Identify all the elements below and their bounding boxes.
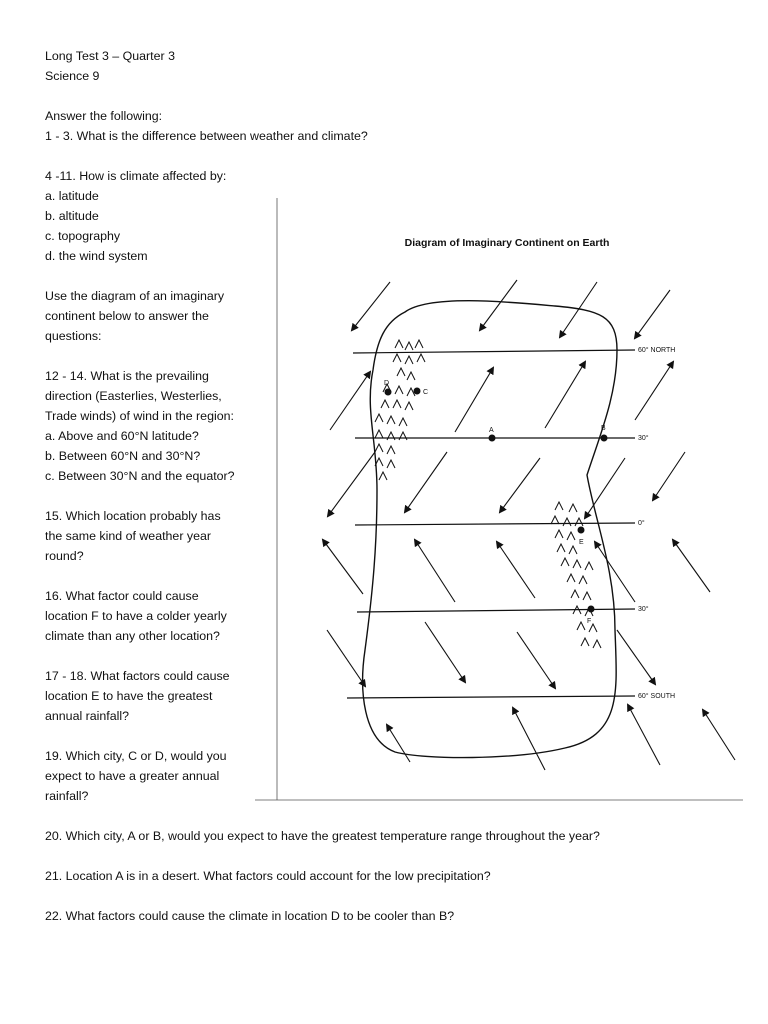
latitude-label-60s: 60° SOUTH	[638, 693, 676, 700]
wind-arrows-westerlies-north	[330, 362, 673, 432]
question-12-14-line-1: 12 - 14. What is the prevailing	[45, 369, 209, 383]
question-19-line-3: rainfall?	[45, 789, 89, 803]
question-17-18-line-1: 17 - 18. What factors could cause	[45, 669, 230, 683]
location-d-dot	[385, 389, 392, 396]
question-16-line-1: 16. What factor could cause	[45, 589, 199, 603]
location-c-label: C	[423, 389, 429, 396]
diagram-instructions-2: continent below to answer the	[45, 309, 209, 323]
question-12-14-c: c. Between 30°N and the equator?	[45, 469, 235, 483]
subject-name: Science 9	[45, 69, 100, 83]
question-4-11-b: b. altitude	[45, 209, 99, 223]
question-19-line-2: expect to have a greater annual	[45, 769, 220, 783]
location-f-dot	[588, 606, 595, 613]
question-15-line-1: 15. Which location probably has	[45, 509, 221, 523]
question-4-11-a: a. latitude	[45, 189, 99, 203]
latitude-label-60n: 60° NORTH	[638, 347, 676, 354]
question-17-18-line-2: location E to have the greatest	[45, 689, 213, 703]
question-20: 20. Which city, A or B, would you expect to have the greatest temperature range throughout the year?	[45, 829, 600, 843]
location-b-label: B	[601, 425, 606, 432]
question-15-line-3: round?	[45, 549, 84, 563]
mountain-range-east	[551, 502, 601, 648]
latitude-line-60n	[353, 350, 635, 353]
latitude-label-30s: 30°	[638, 606, 649, 613]
latitude-label-30n: 30°	[638, 435, 649, 442]
diagram-instructions-1: Use the diagram of an imaginary	[45, 289, 225, 303]
question-16-line-3: climate than any other location?	[45, 629, 220, 643]
question-19-line-1: 19. Which city, C or D, would you	[45, 749, 227, 763]
location-a-dot	[489, 435, 496, 442]
question-22: 22. What factors could cause the climate in location D to be cooler than B?	[45, 909, 455, 923]
mountain-range-west	[375, 340, 425, 480]
question-21: 21. Location A is in a desert. What factors could account for the low precipitation?	[45, 869, 491, 883]
question-16-line-2: location F to have a colder yearly	[45, 609, 227, 623]
location-c-dot	[414, 388, 421, 395]
location-e-dot	[578, 527, 585, 534]
continent-diagram	[255, 190, 745, 805]
location-e-label: E	[579, 539, 584, 546]
wind-arrows-polar-north	[352, 280, 670, 338]
test-title: Long Test 3 – Quarter 3	[45, 49, 175, 63]
question-12-14-a: a. Above and 60°N latitude?	[45, 429, 199, 443]
question-12-14-line-2: direction (Easterlies, Westerlies,	[45, 389, 222, 403]
question-4-11-c: c. topography	[45, 229, 121, 243]
wind-arrows-polar-south	[387, 705, 735, 770]
location-f-label: F	[587, 618, 592, 625]
question-15-line-2: the same kind of weather year	[45, 529, 211, 543]
location-d-label: D	[384, 380, 390, 387]
location-a-label: A	[489, 427, 494, 434]
question-17-18-line-3: annual rainfall?	[45, 709, 130, 723]
question-12-14-line-3: Trade winds) of wind in the region:	[45, 409, 234, 423]
continent-diagram-svg	[255, 190, 745, 805]
wind-arrows-westerlies-south	[327, 622, 655, 688]
latitude-label-equator: 0°	[638, 520, 645, 527]
question-4-11: 4 -11. How is climate affected by:	[45, 169, 227, 183]
question-12-14-b: b. Between 60°N and 30°N?	[45, 449, 201, 463]
question-4-11-d: d. the wind system	[45, 249, 148, 263]
latitude-line-equator	[355, 523, 635, 525]
location-b-dot	[601, 435, 608, 442]
instructions: Answer the following:	[45, 109, 163, 123]
diagram-title: Diagram of Imaginary Continent on Earth	[404, 237, 610, 249]
question-1-3: 1 - 3. What is the difference between weather and climate?	[45, 129, 368, 143]
diagram-instructions-3: questions:	[45, 329, 102, 343]
latitude-line-60s	[347, 696, 635, 698]
wind-arrows-trade-north	[328, 452, 685, 518]
wind-arrows-trade-south	[323, 540, 710, 602]
